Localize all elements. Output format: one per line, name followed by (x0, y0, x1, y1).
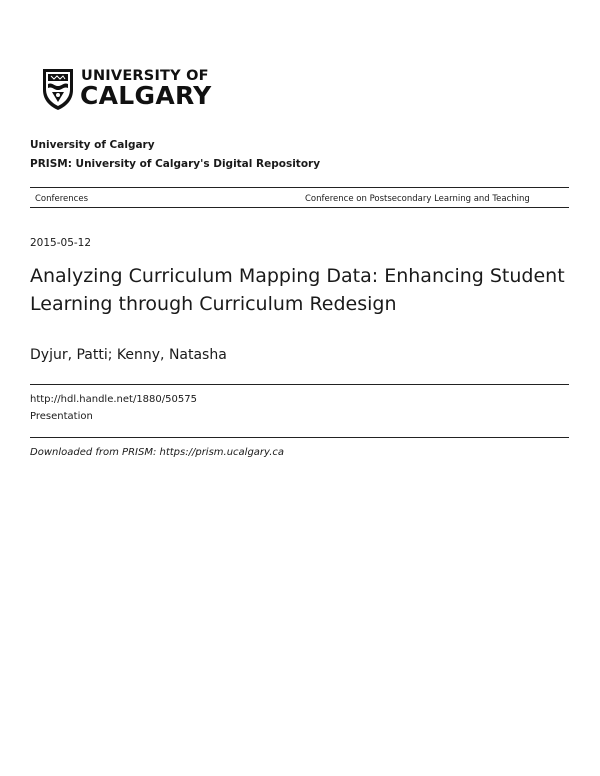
repository-name: PRISM: University of Calgary's Digital Repository (30, 158, 321, 170)
item-title: Analyzing Curriculum Mapping Data: Enhancing Student Learning through Curriculum Redesign (30, 265, 565, 315)
divider-authors (30, 384, 569, 385)
downloaded-from-note: Downloaded from PRISM: https://prism.ucalgary.ca (30, 447, 284, 458)
collection-community: Conferences (35, 194, 89, 204)
divider-bottom (30, 437, 569, 438)
item-type: Presentation (30, 411, 93, 422)
divider-top (30, 187, 569, 188)
logo-text-university-of: UNIVERSITY OF (81, 68, 209, 84)
institution-name: University of Calgary (30, 139, 155, 151)
item-authors: Dyjur, Patti; Kenny, Natasha (30, 347, 227, 363)
divider-collection (30, 207, 569, 208)
university-logo (40, 66, 210, 114)
collection-name: Conference on Postsecondary Learning and Teaching (305, 194, 530, 204)
university-crest-icon (40, 66, 76, 112)
item-date: 2015-05-12 (30, 237, 92, 249)
item-handle-link[interactable]: http://hdl.handle.net/1880/50575 (30, 394, 197, 405)
logo-text-calgary: CALGARY (80, 81, 212, 110)
